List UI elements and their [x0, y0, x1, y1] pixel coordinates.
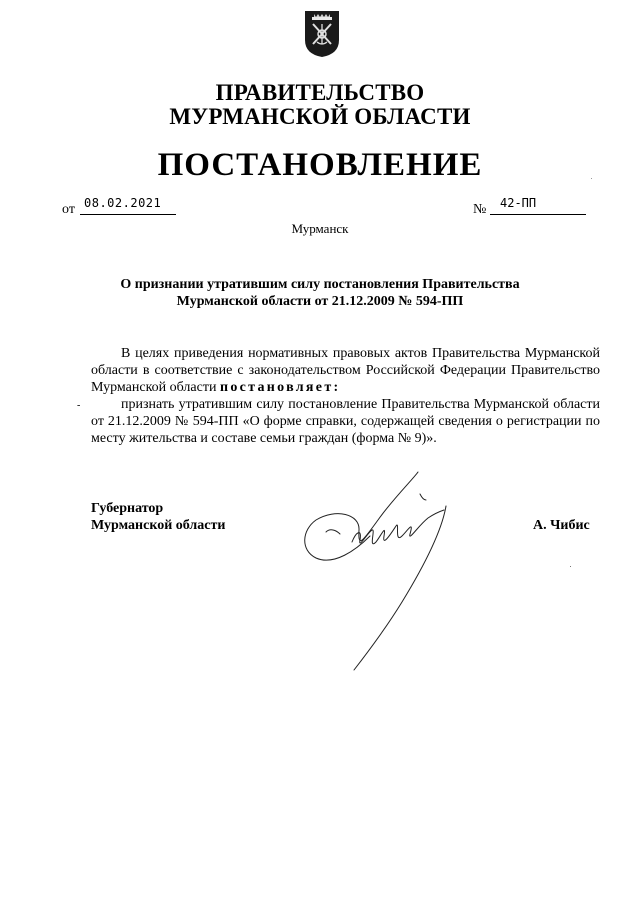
subject-line2: Мурманской области от 21.12.2009 № 594-ПП	[176, 294, 464, 309]
document-subject	[0, 276, 640, 310]
preamble-paragraph	[91, 345, 600, 396]
date-prefix: от	[62, 202, 75, 217]
subject-line1: О признании утратившим силу постановления Правительства	[120, 277, 520, 292]
document-number: 42-ПП	[490, 196, 586, 215]
handwritten-signature-icon	[296, 470, 466, 675]
city-name: Мурманск	[291, 221, 349, 236]
document-type-title: ПОСТАНОВЛЕНИЕ	[157, 147, 483, 183]
resolve-verb: постановляет:	[219, 380, 341, 395]
signer-title-line2: Мурманской области	[91, 518, 226, 533]
org-name-line1: ПРАВИТЕЛЬСТВО	[215, 80, 425, 105]
number-prefix: №	[473, 202, 487, 217]
preamble-text: В целях приведения нормативных правовых актов Правительства Мурманской области в соответствие с законодательством Российской Федерации Правительство Мурманской области	[91, 346, 600, 395]
org-name-line2: МУРМАНСКОЙ ОБЛАСТИ	[169, 104, 471, 129]
scan-speck	[591, 178, 592, 179]
signer-title-line1: Губернатор	[91, 501, 164, 516]
document-requisites	[0, 196, 640, 222]
scan-speck	[570, 566, 571, 567]
resolution-paragraph: признать утратившим силу постановление Правительства Мурманской области от 21.12.2009 № 594-ПП «О форме справки, содержащей сведения о регистрации по месту жительства и составе семьи граждан (форма № 9)».	[91, 397, 600, 446]
document-date: 08.02.2021	[80, 196, 176, 215]
signer-name: А. Чибис	[533, 518, 590, 533]
margin-mark: -	[77, 400, 81, 411]
coat-of-arms-icon	[304, 10, 340, 58]
